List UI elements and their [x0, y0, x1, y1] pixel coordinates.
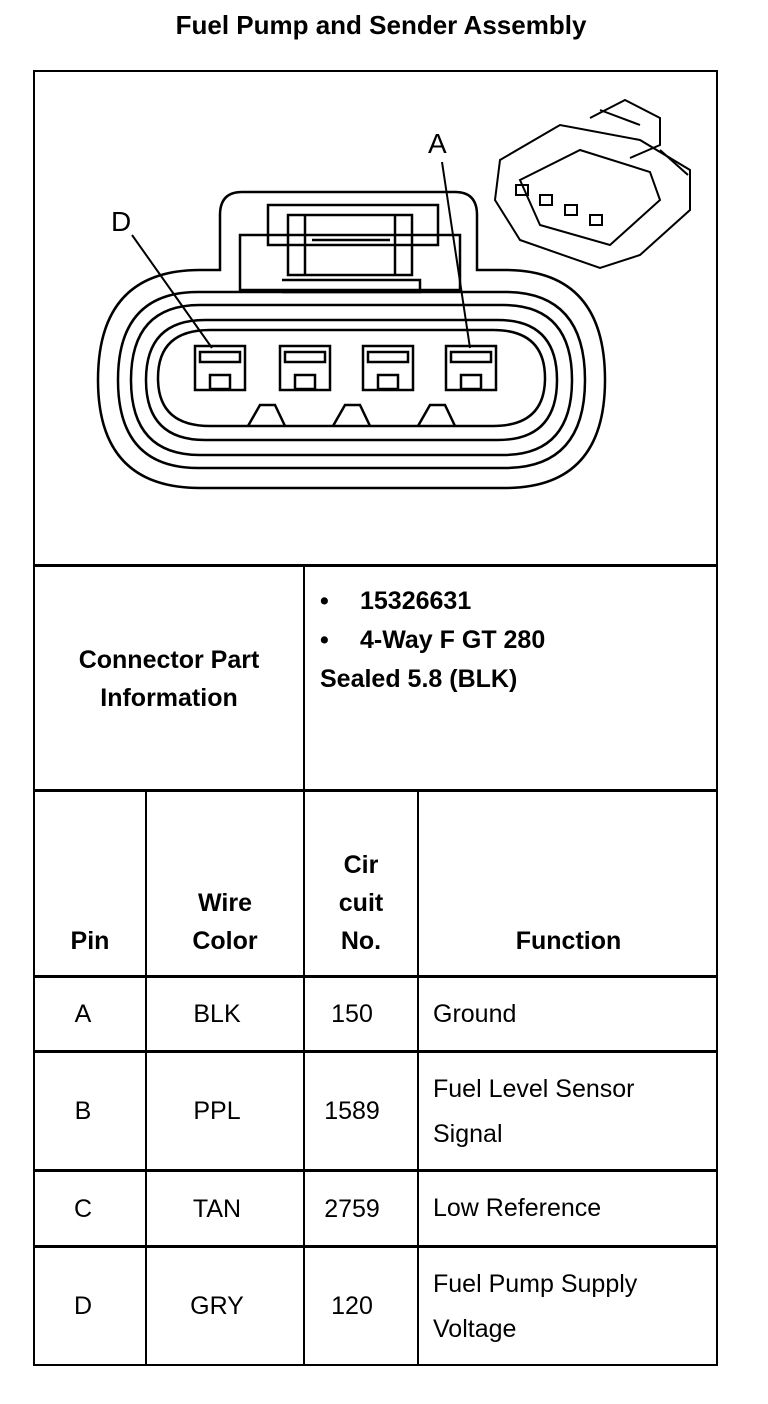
col-divider [417, 791, 419, 1366]
cell-function-line2: Voltage [433, 1315, 517, 1343]
connector-info-label-line1: Connector Part [78, 646, 260, 674]
cell-function: Low Reference [433, 1194, 602, 1222]
pin-a-callout: A [428, 128, 447, 159]
connector-face-drawing [33, 70, 718, 567]
description-line1: 4-Way F GT 280 [360, 626, 546, 654]
header-circuit-line1: Cir [343, 851, 379, 879]
cell-circuit: 2759 [324, 1195, 380, 1223]
bullet-icon: • [320, 626, 329, 654]
description-item [320, 626, 545, 655]
row-divider [33, 1245, 718, 1248]
cell-color: BLK [193, 1000, 241, 1028]
cell-color: GRY [190, 1292, 244, 1320]
cell-color: TAN [192, 1195, 242, 1223]
row-divider [33, 1169, 718, 1172]
part-number-item [320, 587, 471, 616]
cell-function [433, 1067, 635, 1157]
description-line2: Sealed 5.8 (BLK) [320, 665, 518, 693]
divider [33, 789, 718, 792]
info-divider [303, 567, 305, 791]
col-divider [145, 791, 147, 1366]
header-function: Function [515, 927, 622, 955]
header-wire-color [147, 884, 303, 960]
cell-function: Ground [433, 1000, 517, 1028]
cell-circuit: 1589 [324, 1097, 380, 1125]
cell-pin: D [73, 1292, 93, 1320]
connector-info-label [35, 641, 303, 717]
connector-info-label-line2: Information [100, 684, 238, 712]
cell-function-line1: Fuel Level Sensor [433, 1075, 635, 1103]
cell-function-line1: Fuel Pump Supply [433, 1270, 638, 1298]
cell-circuit: 120 [331, 1292, 373, 1320]
header-wire-color-line1: Wire [198, 889, 252, 917]
cell-pin: C [73, 1195, 93, 1223]
header-circuit-line2: cuit [338, 889, 384, 917]
header-pin: Pin [70, 927, 110, 955]
cell-function [433, 1262, 637, 1352]
connector-diagram [33, 70, 718, 567]
row-divider [33, 1050, 718, 1053]
header-circuit-no [305, 846, 417, 960]
cell-function-line2: Signal [433, 1120, 503, 1148]
bullet-icon: • [320, 587, 329, 615]
part-number: 15326631 [360, 587, 472, 615]
cell-circuit: 150 [331, 1000, 373, 1028]
header-wire-color-line2: Color [192, 927, 258, 955]
cell-color: PPL [193, 1097, 241, 1125]
page-title: Fuel Pump and Sender Assembly [175, 10, 587, 40]
cell-pin: B [74, 1097, 92, 1125]
header-circuit-line3: No. [340, 927, 382, 955]
cell-pin: A [74, 1000, 92, 1028]
pin-d-callout: D [111, 206, 132, 237]
row-divider [33, 975, 718, 978]
